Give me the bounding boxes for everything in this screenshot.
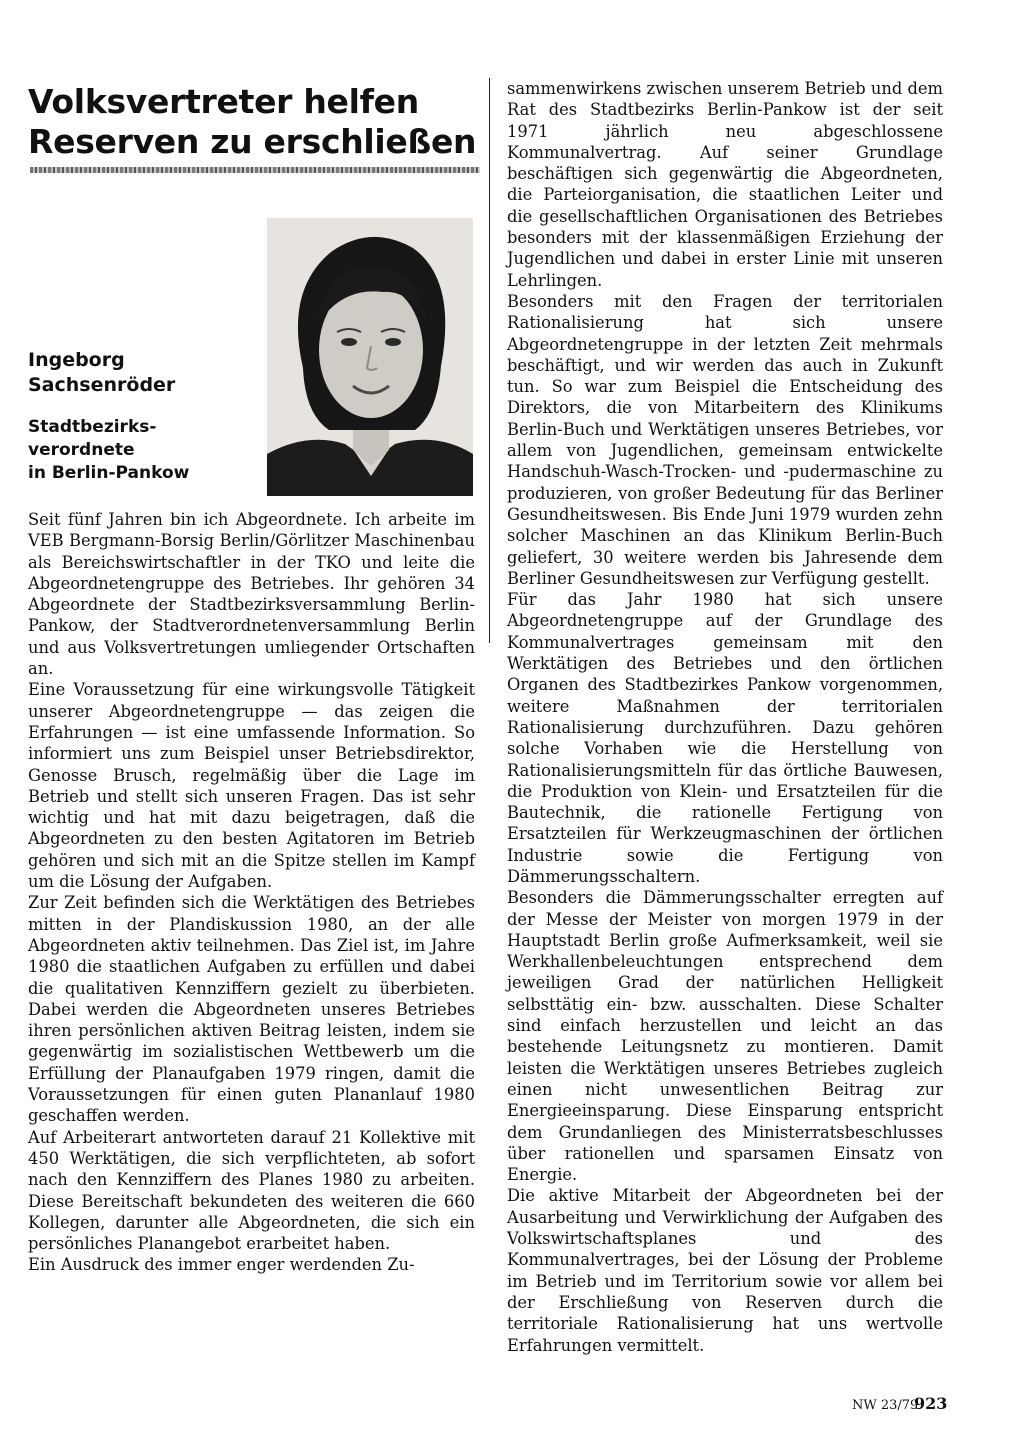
- role-line-1: Stadtbezirks-: [28, 417, 157, 437]
- left-text-column: [28, 509, 475, 1276]
- issue-reference: NW 23/79: [852, 1398, 919, 1413]
- page-number: 923: [914, 1394, 948, 1413]
- title-line-2: Reserven zu erschließen: [28, 122, 477, 161]
- author-role: [28, 416, 258, 485]
- portrait-image: [267, 218, 473, 496]
- author-last-name: Sachsenröder: [28, 374, 176, 396]
- role-line-2: verordnete: [28, 440, 135, 460]
- author-portrait-photo: [267, 218, 473, 496]
- author-name: [28, 348, 258, 398]
- paragraph: Besonders die Dämmerungsschalter erregten auf der Messe der Meister von morgen 1979 in der Hauptstadt Berlin große Aufmerksamkeit, weil sie Werkhallenbeleuchtungen entsprechend dem jeweiligen Grad der natürlichen Helligkeit selbsttätig ein- bzw. ausschalten. Diese Schalter sind einfach herzustellen und leicht an das bestehende Leitungsnetz zu montieren. Damit leisten die Werktätigen unseres Betriebes zugleich einen nicht unwesentlichen Beitrag zur Energieeinsparung. Diese Einsparung entspricht dem Grundanliegen des Ministerratsbeschlusses über rationellen und sparsamen Einsatz von Energie.: [507, 888, 943, 1185]
- paragraph: sammenwirkens zwischen unserem Betrieb und dem Rat des Stadtbezirks Berlin-Pankow ist der seit 1971 jährlich neu abgeschlossene Kommunalvertrag. Auf seiner Grundlage beschäftigen sich gegenwärtig die Abgeordneten, die Parteiorganisation, die staatlichen Leiter und die gesellschaftlichen Organisationen des Betriebes besonders mit der klassenmäßigen Erziehung der Jugendlichen und dabei in erster Linie mit unseren Lehrlingen.: [507, 79, 943, 290]
- role-line-3: in Berlin-Pankow: [28, 463, 190, 483]
- title-rule: [30, 167, 480, 173]
- right-text-column: [507, 78, 943, 1356]
- article-title: [28, 82, 478, 162]
- paragraph: Seit fünf Jahren bin ich Abgeordnete. Ich arbeite im VEB Bergmann-Borsig Berlin/Görlitzer Maschinenbau als Bereichswirtschaftler in der TKO und leite die Abgeordnetengruppe des Betriebes. Ihr gehören 34 Abgeordnete der Stadtbezirksversammlung Berlin-Pankow, der Stadtverordnetenversammlung Berlin und aus Volksvertretungen umliegender Ortschaften an.: [28, 510, 475, 679]
- paragraph: Eine Voraussetzung für eine wirkungsvolle Tätigkeit unserer Abgeordnetengruppe — das zeigen die Erfahrungen — ist eine umfassende Information. So informiert uns zum Beispiel unser Betriebsdirektor, Genosse Brusch, regelmäßig über die Lage im Betrieb und stellt sich unseren Fragen. Das ist sehr wichtig und hat mit dazu beigetragen, daß die Abgeordneten zu den besten Agitatoren im Betrieb gehören und sich mit an die Spitze stellen im Kampf um die Lösung der Aufgaben.: [28, 680, 475, 892]
- column-divider: [489, 78, 490, 643]
- paragraph: Besonders mit den Fragen der territorialen Rationalisierung hat sich unsere Abgeordnetengruppe in der letzten Zeit mehrmals beschäftigt, und wir werden das auch in Zukunft tun. So war zum Beispiel die Entscheidung des Direktors, die von Mitarbeitern des Klinikums Berlin-Buch und Werktätigen unseres Betriebes, vor allem von Jugendlichen, gemeinsam entwickelte Handschuh-Wasch-Trocken- und -pudermaschine zu produzieren, von großer Bedeutung für das Berliner Gesundheitswesen. Bis Ende Juni 1979 wurden zehn solcher Maschinen an das Klinikum Berlin-Buch geliefert, 30 weitere werden bis Jahresende dem Berliner Gesundheitswesen zur Verfügung gestellt.: [507, 291, 943, 588]
- paragraph: Ein Ausdruck des immer enger werdenden Zu-: [28, 1255, 415, 1275]
- paragraph: Die aktive Mitarbeit der Abgeordneten bei der Ausarbeitung und Verwirklichung der Aufgaben des Volkswirtschaftsplanes und des Kommunalvertrages, bei der Lösung der Probleme im Betrieb und im Territorium sowie vor allem bei der Erschließung von Reserven durch die territoriale Rationalisierung hat uns wertvolle Erfahrungen vermittelt.: [507, 1186, 943, 1355]
- paragraph: Zur Zeit befinden sich die Werktätigen des Betriebes mitten in der Plandiskussion 1980, an der alle Abgeordneten aktiv teilnehmen. Das Ziel ist, im Jahre 1980 die staatlichen Aufgaben zu erfüllen und dabei die qualitativen Kennziffern gezielt zu überbieten. Dabei werden die Abgeordneten unseres Betriebes ihren persönlichen aktiven Beitrag leisten, indem sie gegenwärtig im sozialistischen Wettbewerb um die Erfüllung der Planaufgaben 1979 ringen, damit die Voraussetzungen für einen guten Plananlauf 1980 geschaffen werden.: [28, 893, 475, 1126]
- author-first-name: Ingeborg: [28, 349, 125, 371]
- title-line-1: Volksvertreter helfen: [28, 82, 419, 121]
- paragraph: Auf Arbeiterart antworteten darauf 21 Kollektive mit 450 Werktätigen, die sich verpflichteten, ab sofort nach den Kennziffern des Planes 1980 zu arbeiten. Diese Bereitschaft bekundeten des weiteren die 660 Kollegen, darunter alle Abgeordneten, die sich ein persönliches Planangebot erarbeitet haben.: [28, 1127, 475, 1254]
- paragraph: Für das Jahr 1980 hat sich unsere Abgeordnetengruppe auf der Grundlage des Kommunalvertrages gemeinsam mit den Werktätigen des Betriebes und den örtlichen Organen des Stadtbezirkes Pankow vorgenommen, weitere Maßnahmen der territorialen Rationalisierung durchzuführen. Dazu gehören solche Vorhaben wie die Herstellung von Rationalisierungsmitteln für das örtliche Bauwesen, die Produktion von Klein- und Ersatzteilen für die Bautechnik, die rationelle Fertigung von Ersatzteilen für Werkzeugmaschinen der örtlichen Industrie sowie die Fertigung von Dämmerungsschaltern.: [507, 590, 943, 886]
